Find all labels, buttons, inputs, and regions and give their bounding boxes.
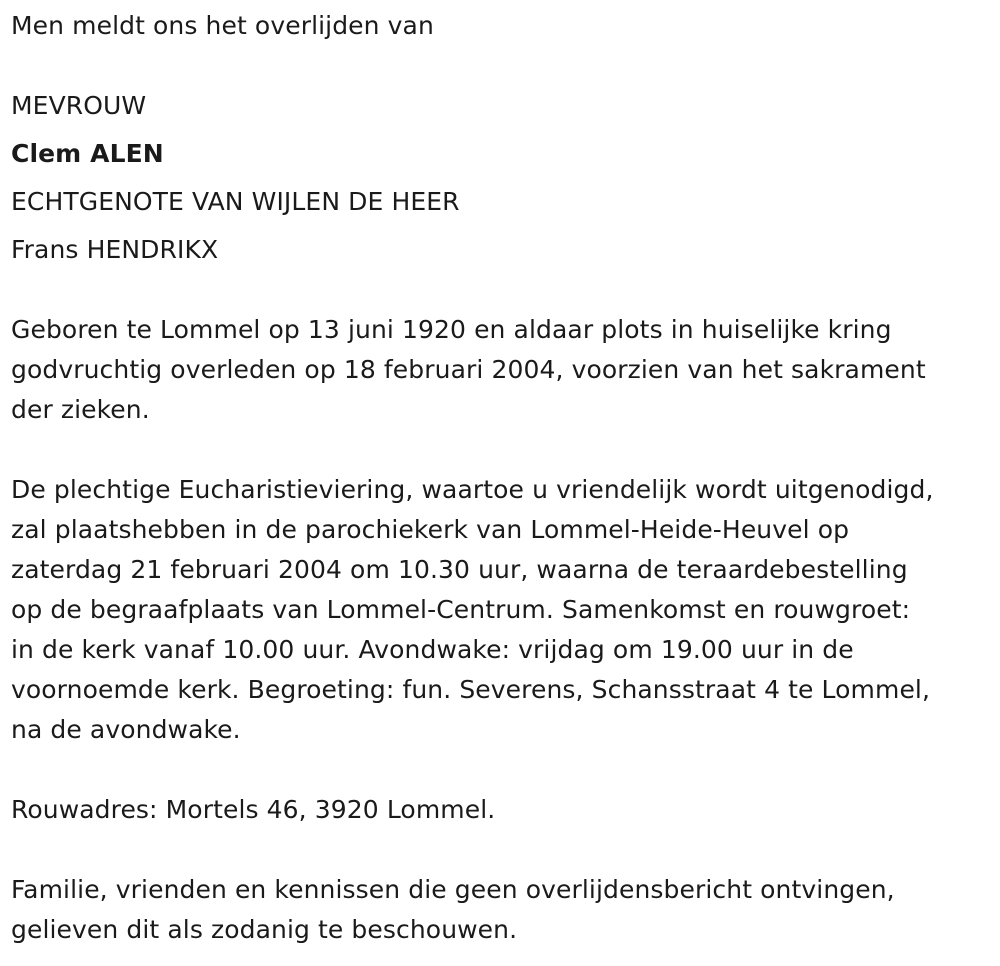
relation-text: ECHTGENOTE VAN WIJLEN DE HEER — [11, 187, 460, 216]
ceremony-line: zal plaatshebben in de parochiekerk van Lommel-Heide-Heuvel op — [11, 515, 850, 544]
salutation: MEVROUW — [11, 91, 147, 120]
intro-text: Men meldt ons het overlijden van — [11, 11, 434, 40]
mourning-address: Rouwadres: Mortels 46, 3920 Lommel. — [11, 795, 496, 824]
birth-death-line: godvruchtig overleden op 18 februari 2004, voorzien van het sakrament — [11, 355, 926, 384]
ceremony-line: De plechtige Eucharistieviering, waartoe u vriendelijk wordt uitgenodigd, — [11, 475, 934, 504]
ceremony-line: na de avondwake. — [11, 715, 241, 744]
ceremony-line: voornoemde kerk. Begroeting: fun. Severens, Schansstraat 4 te Lommel, — [11, 675, 931, 704]
ceremony-line: op de begraafplaats van Lommel-Centrum. Samenkomst en rouwgroet: — [11, 595, 911, 624]
birth-death-line: Geboren te Lommel op 13 juni 1920 en aldaar plots in huiselijke kring — [11, 315, 892, 344]
ceremony-line: in de kerk vanaf 10.00 uur. Avondwake: vrijdag om 19.00 uur in de — [11, 635, 854, 664]
deceased-name: Clem ALEN — [11, 139, 164, 168]
ceremony-line: zaterdag 21 februari 2004 om 10.30 uur, waarna de teraardebestelling — [11, 555, 908, 584]
closing-line: Familie, vrienden en kennissen die geen overlijdensbericht ontvingen, — [11, 875, 895, 904]
spouse-name: Frans HENDRIKX — [11, 235, 219, 264]
birth-death-line: der zieken. — [11, 395, 150, 424]
closing-line: gelieven dit als zodanig te beschouwen. — [11, 915, 518, 944]
